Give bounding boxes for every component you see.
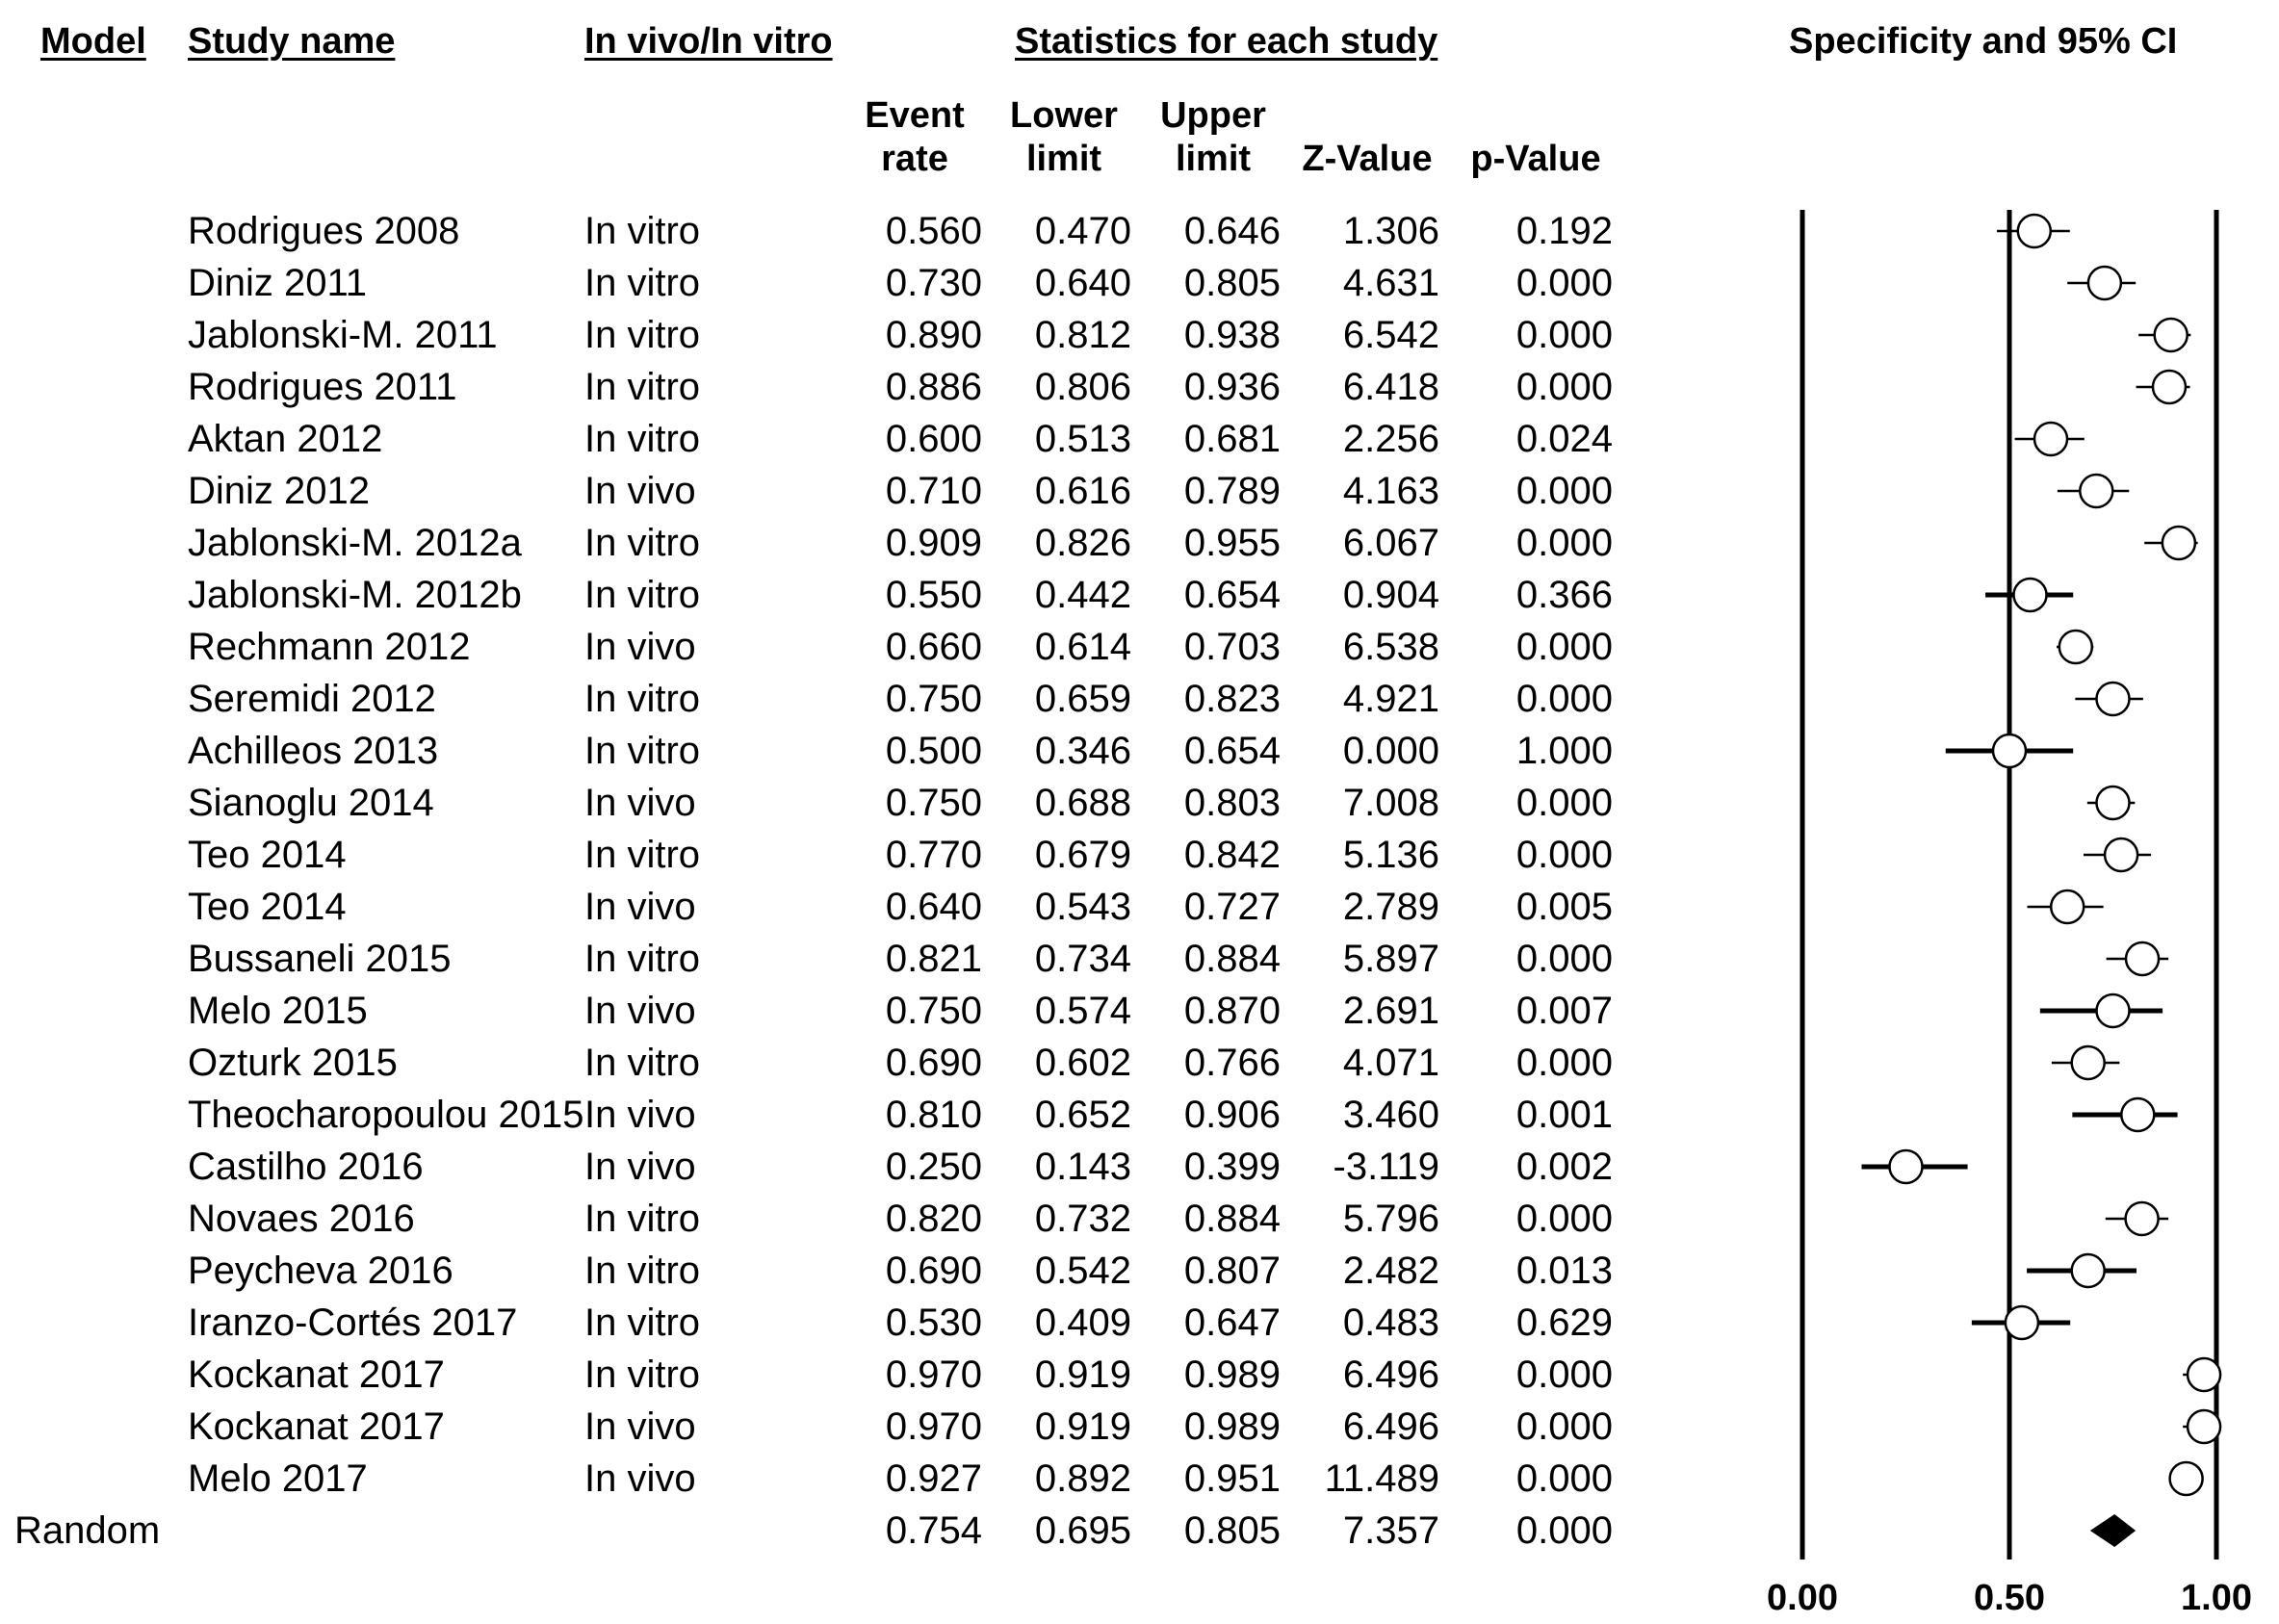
cell-study: Melo 2017	[188, 1457, 368, 1500]
study-point	[2097, 786, 2130, 819]
cell-lower: 0.409	[1034, 1302, 1131, 1344]
cell-upper: 0.647	[1183, 1302, 1281, 1344]
cell-z-value: 5.897	[1342, 938, 1439, 980]
cell-lower: 0.659	[1034, 678, 1131, 720]
cell-event-rate: 0.909	[885, 522, 982, 564]
study-point	[1993, 735, 2026, 767]
study-point	[2155, 319, 2188, 351]
cell-upper: 0.906	[1183, 1094, 1281, 1136]
header-study-name: Study name	[188, 21, 396, 62]
cell-upper: 0.789	[1183, 470, 1281, 512]
cell-p-value: 0.366	[1515, 574, 1613, 616]
study-point	[1890, 1150, 1923, 1183]
study-point	[2097, 683, 2130, 715]
cell-event-rate: 0.820	[885, 1198, 982, 1240]
cell-study: Teo 2014	[188, 834, 347, 876]
cell-event-rate: 0.750	[885, 678, 982, 720]
cell-event-rate: 0.730	[885, 262, 982, 304]
cell-type: In vitro	[584, 730, 701, 772]
cell-lower: 0.143	[1034, 1146, 1131, 1188]
study-point	[2059, 631, 2092, 663]
cell-type: In vitro	[584, 834, 701, 876]
cell-event-rate: 0.970	[885, 1405, 982, 1448]
forest-plot	[1733, 183, 2272, 1617]
cell-event-rate: 0.600	[885, 418, 982, 460]
cell-study: Novaes 2016	[188, 1198, 415, 1240]
cell-z-value: 0.904	[1342, 574, 1439, 616]
study-point	[2170, 1462, 2203, 1495]
colhead-p-value: p-Value	[1470, 139, 1601, 179]
cell-z-value: 2.256	[1342, 418, 1439, 460]
cell-p-value: 0.007	[1515, 990, 1613, 1032]
cell-lower: 0.470	[1034, 210, 1131, 252]
cell-lower: 0.919	[1034, 1353, 1131, 1396]
cell-study: Sianoglu 2014	[188, 782, 434, 824]
cell-upper: 0.727	[1183, 886, 1281, 928]
cell-upper: 0.842	[1183, 834, 1281, 876]
cell-upper: 0.807	[1183, 1250, 1281, 1292]
cell-event-rate: 0.530	[885, 1302, 982, 1344]
cell-p-value: 0.000	[1515, 834, 1613, 876]
cell-event-rate: 0.250	[885, 1146, 982, 1188]
cell-study: Jablonski-M. 2012a	[188, 522, 522, 564]
study-point	[2072, 1254, 2105, 1287]
cell-type: In vitro	[584, 938, 701, 980]
cell-lower: 0.679	[1034, 834, 1131, 876]
study-point	[2097, 994, 2130, 1027]
study-point	[2188, 1410, 2220, 1443]
cell-event-rate: 0.821	[885, 938, 982, 980]
cell-study: Seremidi 2012	[188, 678, 436, 720]
cell-type: In vitro	[584, 418, 701, 460]
cell-z-value: -3.119	[1333, 1146, 1439, 1188]
cell-p-value: 0.000	[1515, 366, 1613, 408]
summary-p-value: 0.000	[1515, 1509, 1613, 1552]
cell-p-value: 0.000	[1515, 938, 1613, 980]
cell-upper: 0.823	[1183, 678, 1281, 720]
cell-study: Theocharopoulou 2015	[188, 1094, 584, 1136]
cell-lower: 0.919	[1034, 1405, 1131, 1448]
cell-lower: 0.616	[1034, 470, 1131, 512]
cell-lower: 0.542	[1034, 1250, 1131, 1292]
cell-z-value: 5.796	[1342, 1198, 1439, 1240]
cell-study: Kockanat 2017	[188, 1405, 445, 1448]
cell-event-rate: 0.927	[885, 1457, 982, 1500]
cell-lower: 0.346	[1034, 730, 1131, 772]
study-point	[2072, 1046, 2105, 1079]
cell-p-value: 0.024	[1515, 418, 1613, 460]
cell-lower: 0.640	[1034, 262, 1131, 304]
cell-z-value: 3.460	[1342, 1094, 1439, 1136]
cell-lower: 0.734	[1034, 938, 1131, 980]
cell-event-rate: 0.970	[885, 1353, 982, 1396]
cell-type: In vitro	[584, 1042, 701, 1084]
summary-diamond	[2090, 1514, 2136, 1547]
cell-type: In vitro	[584, 1353, 701, 1396]
cell-upper: 0.870	[1183, 990, 1281, 1032]
colhead-lower-limit-line1: Lower	[1010, 95, 1118, 136]
study-point	[2126, 1202, 2159, 1235]
cell-p-value: 0.000	[1515, 1353, 1613, 1396]
cell-upper: 0.399	[1183, 1146, 1281, 1188]
cell-event-rate: 0.560	[885, 210, 982, 252]
cell-z-value: 6.418	[1342, 366, 1439, 408]
cell-z-value: 4.921	[1342, 678, 1439, 720]
cell-type: In vitro	[584, 366, 701, 408]
cell-z-value: 4.163	[1342, 470, 1439, 512]
study-point	[2188, 1358, 2220, 1391]
study-point	[2006, 1306, 2038, 1339]
cell-p-value: 0.000	[1515, 1042, 1613, 1084]
cell-lower: 0.826	[1034, 522, 1131, 564]
colhead-z-value: Z-Value	[1302, 139, 1433, 179]
cell-upper: 0.646	[1183, 210, 1281, 252]
cell-upper: 0.654	[1183, 574, 1281, 616]
x-tick-label: 0.00	[1767, 1578, 1838, 1617]
study-point	[2105, 838, 2137, 871]
cell-upper: 0.989	[1183, 1353, 1281, 1396]
cell-z-value: 2.482	[1342, 1250, 1439, 1292]
study-point	[2126, 942, 2159, 975]
cell-p-value: 0.013	[1515, 1250, 1613, 1292]
cell-z-value: 0.000	[1342, 730, 1439, 772]
cell-lower: 0.892	[1034, 1457, 1131, 1500]
cell-p-value: 0.000	[1515, 782, 1613, 824]
cell-event-rate: 0.500	[885, 730, 982, 772]
cell-p-value: 0.000	[1515, 1198, 1613, 1240]
colhead-upper-limit-line2: limit	[1175, 139, 1252, 179]
cell-upper: 0.703	[1183, 626, 1281, 668]
study-point	[2088, 267, 2121, 299]
cell-upper: 0.938	[1183, 314, 1281, 356]
cell-type: In vivo	[584, 1094, 696, 1136]
cell-event-rate: 0.690	[885, 1042, 982, 1084]
header-invivo-invitro: In vivo/In vitro	[584, 21, 833, 62]
header-model: Model	[40, 21, 146, 62]
cell-study: Jablonski-M. 2012b	[188, 574, 522, 616]
cell-type: In vitro	[584, 210, 701, 252]
cell-study: Teo 2014	[188, 886, 347, 928]
cell-lower: 0.812	[1034, 314, 1131, 356]
colhead-event-rate-line2: rate	[881, 139, 948, 179]
cell-study: Diniz 2011	[188, 262, 368, 304]
cell-p-value: 0.192	[1515, 210, 1613, 252]
cell-lower: 0.806	[1034, 366, 1131, 408]
colhead-lower-limit-line2: limit	[1025, 139, 1102, 179]
cell-lower: 0.602	[1034, 1042, 1131, 1084]
cell-p-value: 0.000	[1515, 314, 1613, 356]
cell-p-value: 0.000	[1515, 262, 1613, 304]
cell-p-value: 0.629	[1515, 1302, 1613, 1344]
cell-study: Jablonski-M. 2011	[188, 314, 498, 356]
cell-z-value: 7.008	[1342, 782, 1439, 824]
cell-lower: 0.732	[1034, 1198, 1131, 1240]
cell-upper: 0.681	[1183, 418, 1281, 460]
cell-z-value: 6.542	[1342, 314, 1439, 356]
cell-z-value: 6.067	[1342, 522, 1439, 564]
cell-type: In vivo	[584, 1405, 696, 1448]
study-point	[2121, 1098, 2154, 1131]
cell-p-value: 0.002	[1515, 1146, 1613, 1188]
cell-lower: 0.543	[1034, 886, 1131, 928]
cell-lower: 0.688	[1034, 782, 1131, 824]
colhead-lower-limit	[997, 94, 1131, 181]
cell-study: Rodrigues 2008	[188, 210, 460, 252]
cell-z-value: 6.496	[1342, 1353, 1439, 1396]
cell-p-value: 0.000	[1515, 522, 1613, 564]
cell-study: Castilho 2016	[188, 1146, 424, 1188]
cell-study: Iranzo-Cortés 2017	[188, 1302, 518, 1344]
cell-z-value: 4.631	[1342, 262, 1439, 304]
cell-event-rate: 0.750	[885, 990, 982, 1032]
cell-p-value: 0.000	[1515, 1457, 1613, 1500]
cell-type: In vitro	[584, 574, 701, 616]
cell-lower: 0.652	[1034, 1094, 1131, 1136]
cell-event-rate: 0.640	[885, 886, 982, 928]
cell-upper: 0.884	[1183, 1198, 1281, 1240]
cell-upper: 0.989	[1183, 1405, 1281, 1448]
cell-event-rate: 0.890	[885, 314, 982, 356]
cell-event-rate: 0.886	[885, 366, 982, 408]
cell-type: In vitro	[584, 1250, 701, 1292]
summary-z-value: 7.357	[1342, 1509, 1439, 1552]
summary-upper: 0.805	[1183, 1509, 1281, 1552]
cell-z-value: 2.789	[1342, 886, 1439, 928]
cell-p-value: 0.000	[1515, 678, 1613, 720]
cell-event-rate: 0.690	[885, 1250, 982, 1292]
cell-type: In vitro	[584, 522, 701, 564]
cell-z-value: 6.496	[1342, 1405, 1439, 1448]
cell-z-value: 5.136	[1342, 834, 1439, 876]
cell-p-value: 0.000	[1515, 470, 1613, 512]
x-tick-label: 0.50	[1974, 1578, 2045, 1617]
cell-upper: 0.955	[1183, 522, 1281, 564]
cell-event-rate: 0.750	[885, 782, 982, 824]
cell-p-value: 0.000	[1515, 1405, 1613, 1448]
cell-type: In vitro	[584, 1198, 701, 1240]
colhead-upper-limit	[1146, 94, 1281, 181]
summary-model: Random	[14, 1509, 161, 1552]
cell-type: In vitro	[584, 678, 701, 720]
study-point	[2153, 371, 2186, 403]
cell-lower: 0.442	[1034, 574, 1131, 616]
cell-type: In vitro	[584, 262, 701, 304]
study-point	[2014, 579, 2047, 611]
cell-z-value: 0.483	[1342, 1302, 1439, 1344]
cell-upper: 0.951	[1183, 1457, 1281, 1500]
header-statistics: Statistics for each study	[1015, 21, 1438, 62]
study-point	[2080, 475, 2112, 507]
cell-p-value: 0.005	[1515, 886, 1613, 928]
cell-lower: 0.574	[1034, 990, 1131, 1032]
cell-upper: 0.936	[1183, 366, 1281, 408]
cell-study: Diniz 2012	[188, 470, 371, 512]
cell-event-rate: 0.550	[885, 574, 982, 616]
cell-p-value: 0.000	[1515, 626, 1613, 668]
cell-study: Peycheva 2016	[188, 1250, 453, 1292]
summary-event-rate: 0.754	[885, 1509, 982, 1552]
cell-event-rate: 0.810	[885, 1094, 982, 1136]
plot-title: Specificity and 95% CI	[1789, 21, 2178, 62]
study-point	[2162, 527, 2195, 559]
cell-study: Rechmann 2012	[188, 626, 471, 668]
cell-upper: 0.766	[1183, 1042, 1281, 1084]
cell-upper: 0.803	[1183, 782, 1281, 824]
cell-type: In vivo	[584, 990, 696, 1032]
colhead-event-rate-line1: Event	[865, 95, 965, 136]
cell-z-value: 11.489	[1324, 1457, 1439, 1500]
cell-type: In vivo	[584, 470, 696, 512]
cell-event-rate: 0.770	[885, 834, 982, 876]
cell-event-rate: 0.710	[885, 470, 982, 512]
cell-p-value: 0.001	[1515, 1094, 1613, 1136]
cell-study: Aktan 2012	[188, 418, 383, 460]
cell-z-value: 2.691	[1342, 990, 1439, 1032]
x-tick-label: 1.00	[2181, 1578, 2252, 1617]
cell-z-value: 4.071	[1342, 1042, 1439, 1084]
cell-p-value: 1.000	[1515, 730, 1613, 772]
cell-study: Ozturk 2015	[188, 1042, 398, 1084]
cell-z-value: 1.306	[1342, 210, 1439, 252]
cell-lower: 0.513	[1034, 418, 1131, 460]
cell-type: In vitro	[584, 1302, 701, 1344]
cell-upper: 0.805	[1183, 262, 1281, 304]
cell-event-rate: 0.660	[885, 626, 982, 668]
cell-upper: 0.654	[1183, 730, 1281, 772]
cell-lower: 0.614	[1034, 626, 1131, 668]
cell-type: In vivo	[584, 782, 696, 824]
cell-upper: 0.884	[1183, 938, 1281, 980]
colhead-event-rate	[847, 94, 982, 181]
cell-study: Kockanat 2017	[188, 1353, 445, 1396]
study-point	[2051, 890, 2084, 923]
cell-study: Melo 2015	[188, 990, 368, 1032]
cell-type: In vitro	[584, 314, 701, 356]
cell-study: Bussaneli 2015	[188, 938, 452, 980]
colhead-upper-limit-line1: Upper	[1160, 95, 1266, 136]
study-point	[2034, 423, 2067, 455]
cell-study: Rodrigues 2011	[188, 366, 457, 408]
cell-study: Achilleos 2013	[188, 730, 439, 772]
cell-type: In vivo	[584, 886, 696, 928]
cell-type: In vivo	[584, 1146, 696, 1188]
cell-type: In vivo	[584, 626, 696, 668]
study-point	[2018, 215, 2051, 247]
cell-type: In vivo	[584, 1457, 696, 1500]
cell-z-value: 6.538	[1342, 626, 1439, 668]
summary-lower: 0.695	[1034, 1509, 1131, 1552]
